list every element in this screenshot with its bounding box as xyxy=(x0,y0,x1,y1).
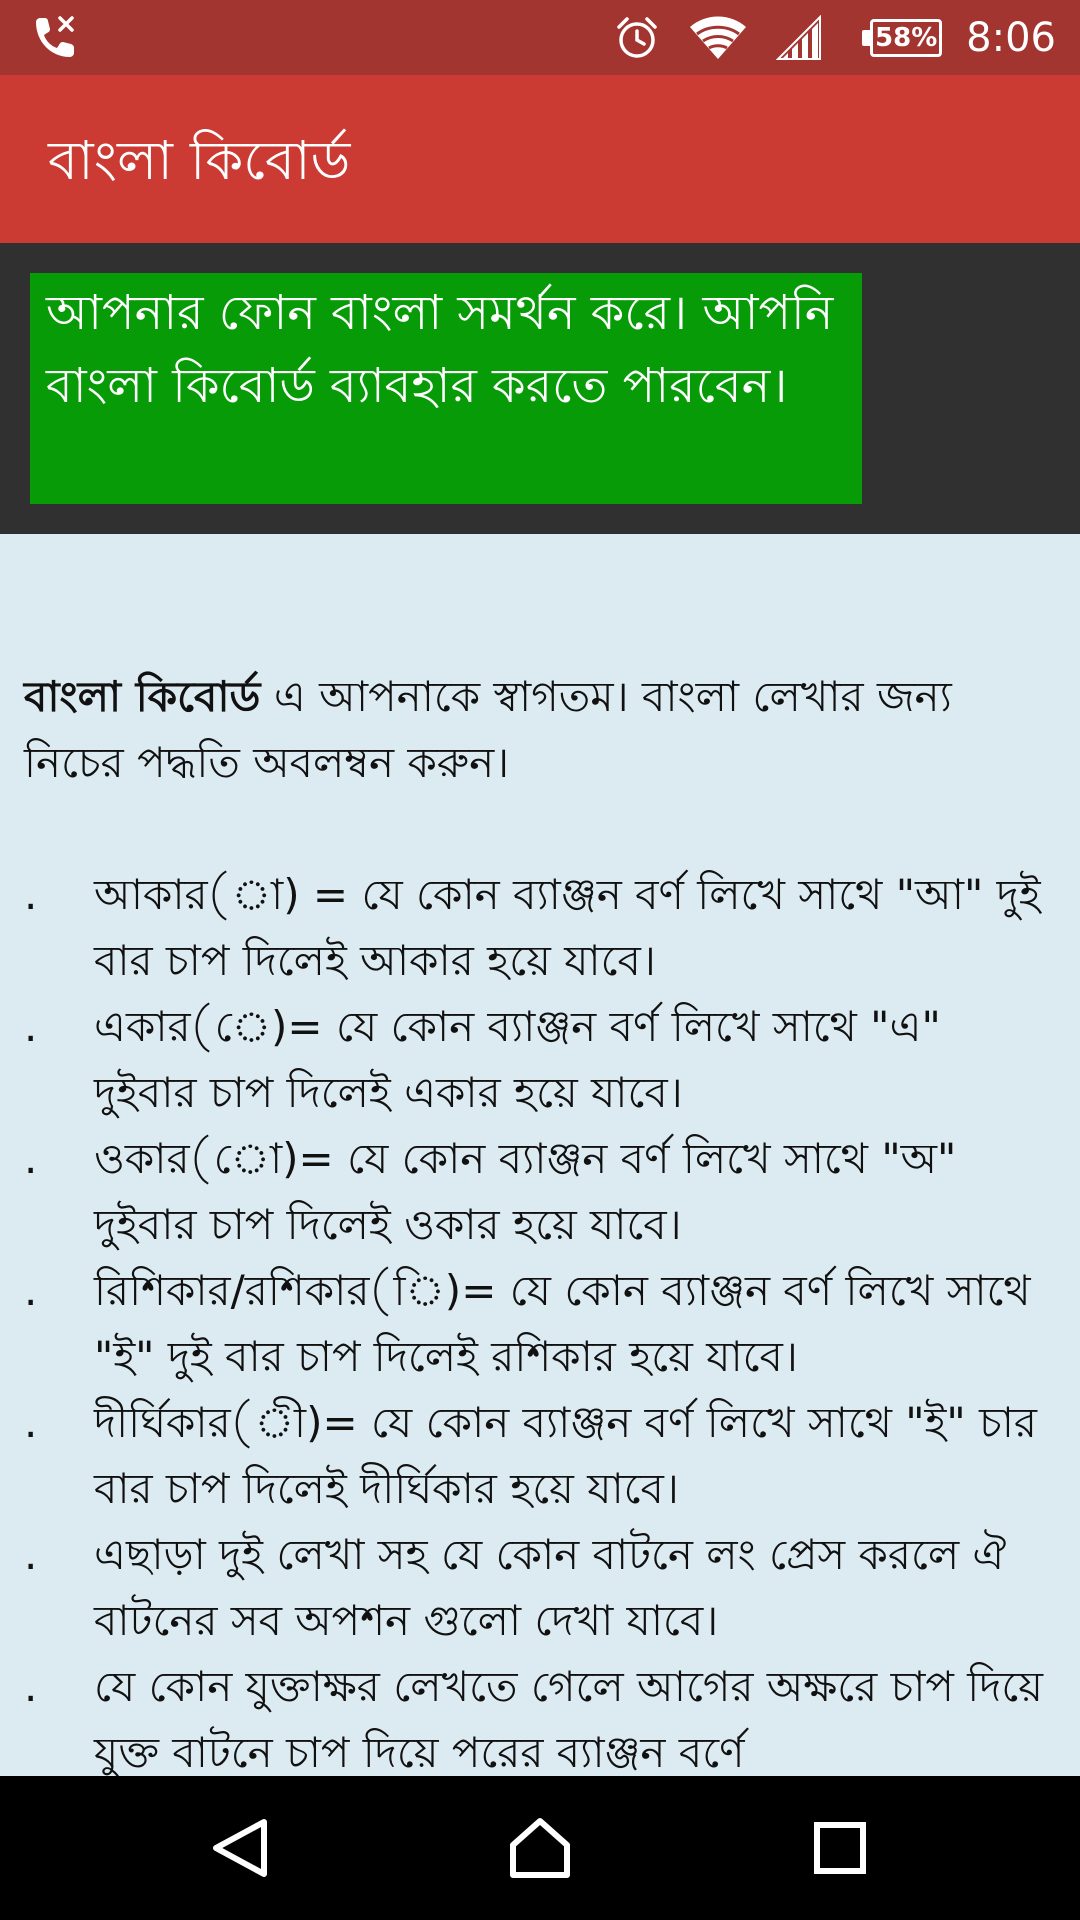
navigation-bar xyxy=(0,1776,1080,1920)
list-item xyxy=(24,1522,1056,1654)
list-item-text: এছাড়া দুই লেখা সহ যে কোন বাটনে লং প্রেস করলে ঐ বাটনের সব অপশন গুলো দেখা যাবে। xyxy=(94,1530,1007,1645)
list-item-text: যে কোন যুক্তাক্ষর লেখতে গেলে আগের অক্ষরে চাপ দিয়ে যুক্ত বাটনে চাপ দিয়ে পরের ব্যাঞ্জন বর্ণে xyxy=(94,1662,1043,1776)
list-bullet: . xyxy=(24,1530,38,1579)
list-bullet: . xyxy=(24,1398,38,1447)
list-item xyxy=(24,1390,1056,1522)
list-item xyxy=(24,862,1056,994)
battery-level: 58% xyxy=(870,19,942,57)
alarm-icon xyxy=(614,15,660,61)
app-title: বাংলা কিবোর্ড xyxy=(48,129,351,192)
list-bullet: . xyxy=(24,1266,38,1315)
home-icon[interactable] xyxy=(502,1810,578,1886)
list-item-text: একার(ে)= যে কোন ব্যাঞ্জন বর্ণ লিখে সাথে "এ" দুইবার চাপ দিলেই একার হয়ে যাবে। xyxy=(94,1002,941,1117)
banner-container xyxy=(0,243,1080,534)
list-item-text: ওকার(ো)= যে কোন ব্যাঞ্জন বর্ণ লিখে সাথে "অ" দুইবার চাপ দিলেই ওকার হয়ে যাবে। xyxy=(94,1134,957,1249)
intro-text: এ আপনাকে স্বাগতম। বাংলা লেখার জন্য নিচের পদ্ধতি অবলম্বন করুন। xyxy=(24,672,952,787)
list-item-text: রিশিকার/রশিকার(ি)= যে কোন ব্যাঞ্জন বর্ণ লিখে সাথে "ই" দুই বার চাপ দিলেই রশিকার হয়ে যাবে। xyxy=(94,1266,1031,1381)
cell-signal-icon xyxy=(776,15,822,61)
list-bullet: . xyxy=(24,870,38,919)
list-bullet: . xyxy=(24,1002,38,1051)
instructions-content[interactable] xyxy=(0,534,1080,1776)
list-item xyxy=(24,994,1056,1126)
list-bullet: . xyxy=(24,1662,38,1711)
missed-call-icon xyxy=(28,12,80,64)
list-item-text: আকার(া) = যে কোন ব্যাঞ্জন বর্ণ লিখে সাথে "আ" দুই বার চাপ দিলেই আকার হয়ে যাবে। xyxy=(94,870,1041,985)
list-item xyxy=(24,1126,1056,1258)
list-item-text: দীর্ঘিকার(ী)= যে কোন ব্যাঞ্জন বর্ণ লিখে সাথে "ই" চার বার চাপ দিলেই দীর্ঘিকার হয়ে যাবে। xyxy=(94,1398,1038,1513)
status-bar xyxy=(0,0,1080,75)
wifi-icon xyxy=(688,15,748,61)
support-banner: আপনার ফোন বাংলা সমর্থন করে। আপনি বাংলা কিবোর্ড ব্যাবহার করতে পারবেন। xyxy=(30,273,862,504)
intro-paragraph xyxy=(24,664,1056,796)
instructions-list xyxy=(24,862,1056,1776)
back-icon[interactable] xyxy=(202,1810,278,1886)
intro-bold: বাংলা কিবোর্ড xyxy=(24,672,261,721)
list-item xyxy=(24,1258,1056,1390)
app-bar xyxy=(0,75,1080,243)
list-bullet: . xyxy=(24,1134,38,1183)
battery-icon xyxy=(862,19,942,57)
clock: 8:06 xyxy=(966,14,1056,61)
recents-icon[interactable] xyxy=(802,1810,878,1886)
list-item xyxy=(24,1654,1056,1776)
